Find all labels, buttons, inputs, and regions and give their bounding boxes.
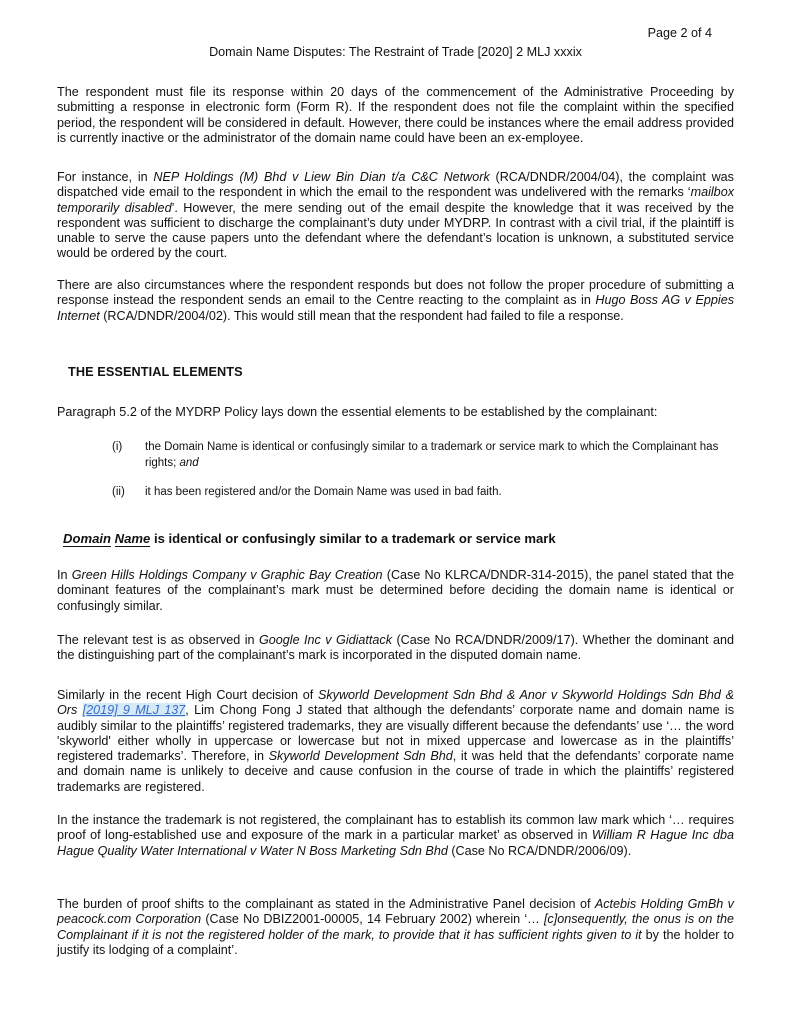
text-run: (RCA/DNDR/2004/04), the complaint was dispatched vide email to the respondent in which the email to the respondent was undelivered with the remarks ‘: [57, 170, 734, 200]
text-run: Name: [114, 531, 151, 546]
text-run: Hugo Boss AG v Eppies Internet: [57, 293, 734, 323]
section-heading: [57, 365, 734, 380]
case-citation-link[interactable]: [2019] 9 MLJ 137: [82, 703, 186, 718]
paragraph: [57, 633, 734, 664]
text-run: , Lim Chong Fong J stated that although the defendants’ corporate name and domain name is audibly similar to the plaintiffs’ registered trademarks, they are visually different because the defendants’ use ‘… the word 'skyworld' either wholly in uppercase or lowercase but not in mixed uppercase and lowercase as in the plaintiffs’ registered trademarks’. Therefore, in: [57, 703, 734, 764]
text-run: mailbox temporarily disabled: [57, 185, 734, 215]
subsection-heading: [57, 531, 734, 547]
paragraph: [57, 278, 734, 324]
list-item-text: [145, 440, 734, 471]
text-run: , it was held that the defendants’ corporate name and domain name is unlikely to deceive and cause confusion in the course of trade in which the plaintiffs’ registered trademarks are registered.: [57, 749, 734, 794]
text-run: (Case No RCA/DNDR/2006/09).: [447, 843, 632, 858]
text-run: (Case No KLRCA/DNDR-314-2015), the panel stated that the dominant features of the complainant’s mark must be determined before deciding the domain name is identical or confusingly similar.: [57, 568, 734, 613]
text-run: In the instance the trademark is not registered, the complainant has to establish its common law mark which ‘… requires proof of long-established use and exposure of the mark in a particular market’ as observed in: [57, 813, 734, 843]
paragraph: [57, 85, 734, 146]
list-item: [112, 440, 734, 471]
text-run: Google Inc v Gidiattack: [258, 633, 393, 647]
numbered-list: [57, 440, 734, 515]
page-number: Page 2 of 4: [647, 26, 712, 40]
text-run: The relevant test is as observed in: [57, 633, 259, 647]
text-run: Skyworld Development Sdn Bhd: [268, 749, 453, 764]
text-run: the Domain Name is identical or confusingly similar to a trademark or service mark to which the Complainant has rights;: [145, 441, 719, 469]
text-run: [c]onsequently, the onus is on the Complainant if it is not the registered holder of the mark, to provide that it has sufficient rights given to it: [57, 912, 734, 942]
list-marker: (ii): [112, 486, 125, 499]
paragraph: [57, 568, 734, 614]
text-run: (Case No DBIZ2001-00005, 14 February 2002) wherein ‘…: [201, 912, 544, 927]
text-run: Actebis Holding GmBh v peacock.com Corporation: [57, 897, 734, 927]
text-run: The burden of proof shifts to the complainant as stated in the Administrative Panel decision of: [57, 897, 595, 911]
paragraph: [57, 405, 734, 420]
text-run: and: [179, 456, 199, 469]
text-run: Similarly in the recent High Court decision of: [57, 688, 318, 702]
text-run: The respondent must file its response within 20 days of the commencement of the Administrative Proceeding by submitting a response in electronic form (Form R). If the respondent does not file the complaint within the specified period, the respondent will be considered in default. However, there could be instances where the email address provided is currently inactive or the administrator of the domain name could have been an ex-employee.: [57, 85, 734, 145]
text-run: There are also circumstances where the respondent responds but does not follow the proper procedure of submitting a response instead the respondent sends an email to the Centre reacting to the complaint as in: [57, 278, 734, 308]
list-item: [112, 485, 734, 501]
text-run: NEP Holdings (M) Bhd v Liew Bin Dian t/a C&C Network: [153, 170, 490, 184]
list-item-text: [145, 485, 734, 501]
text-run: is identical or confusingly similar to a trademark or service mark: [150, 531, 556, 546]
text-run: Paragraph 5.2 of the MYDRP Policy lays down the essential elements to be established by the complainant:: [57, 405, 658, 419]
text-run: Domain: [63, 531, 112, 546]
text-run: Green Hills Holdings Company v Graphic Bay Creation: [71, 568, 383, 582]
paragraph: [57, 688, 734, 795]
text-run: (RCA/DNDR/2004/02). This would still mean that the respondent had failed to file a response.: [99, 308, 624, 323]
text-run: by the holder to justify its lodging of a complaint’.: [57, 927, 734, 957]
text-run: it has been registered and/or the Domain Name was used in bad faith.: [145, 486, 502, 499]
text-run: William R Hague Inc dba Hague Quality Water International v Water N Boss Marketing Sdn Bhd: [57, 828, 734, 858]
text-run: In: [57, 568, 72, 582]
text-run: Skyworld Development Sdn Bhd & Anor v Skyworld Holdings Sdn Bhd & Ors: [57, 688, 734, 718]
document-title: Domain Name Disputes: The Restraint of Trade [2020] 2 MLJ xxxix: [209, 45, 582, 59]
list-marker: (i): [112, 441, 123, 453]
paragraph: [57, 170, 734, 262]
text-run: THE ESSENTIAL ELEMENTS: [68, 365, 243, 379]
paragraph: [57, 813, 734, 859]
text-run: (Case No RCA/DNDR/2009/17). Whether the dominant and the distinguishing part of the complainant’s mark is incorporated in the disputed domain name.: [57, 633, 734, 663]
paragraph: [57, 897, 734, 958]
text-run: ’. However, the mere sending out of the email despite the knowledge that it was received by the respondent was sufficient to discharge the complainant’s duty under MYDRP. In contrast with a civil trial, if the plaintiff is unable to serve the cause papers unto the defendant where the defendant’s location is unknown, a substituted service would be ordered by the court.: [57, 200, 735, 261]
text-run: For instance, in: [57, 170, 154, 184]
